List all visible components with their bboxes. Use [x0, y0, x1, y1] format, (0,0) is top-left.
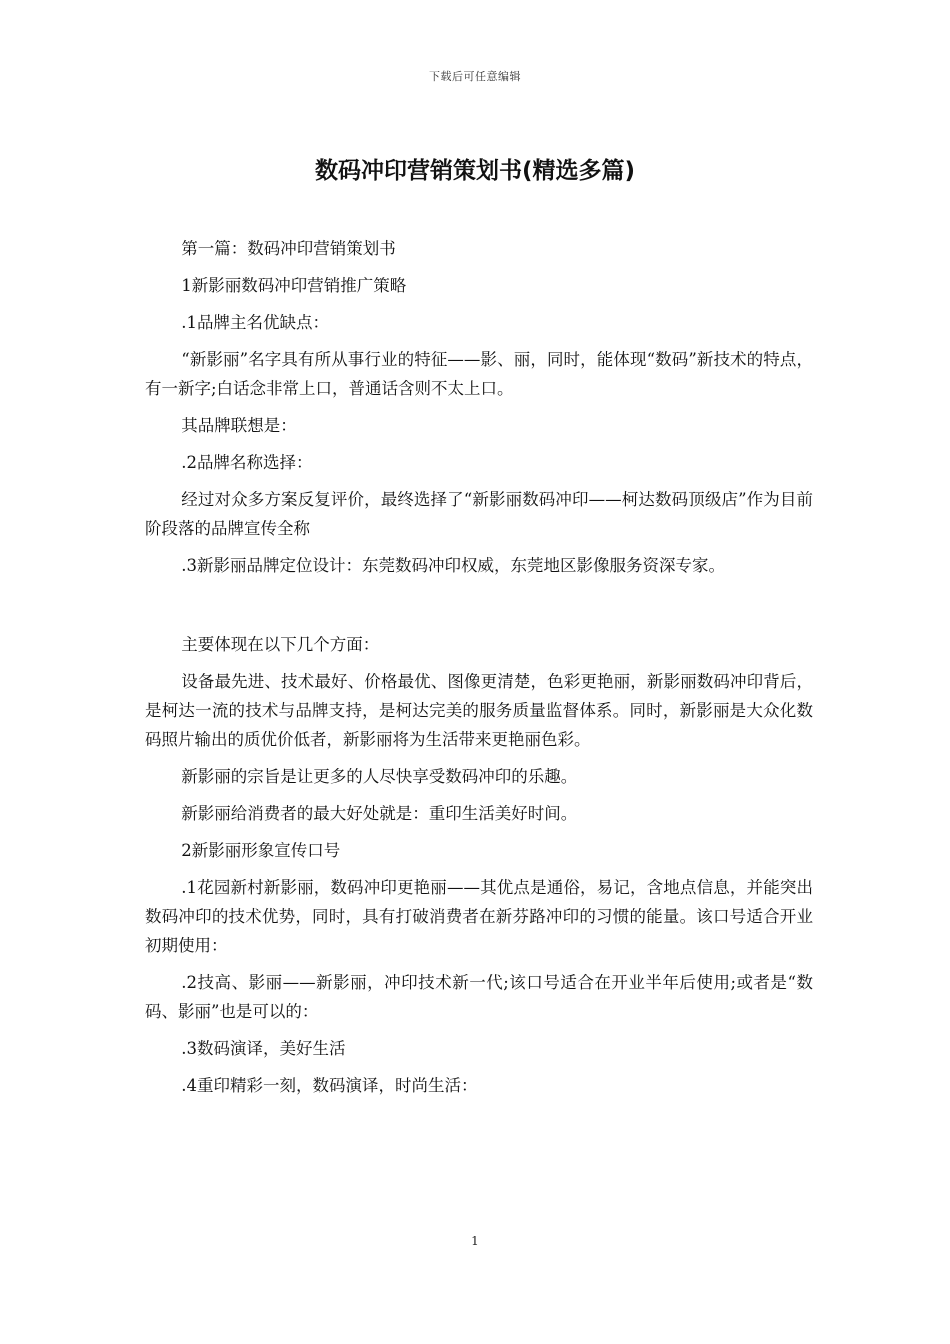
section-heading: 第一篇：数码冲印营销策划书: [181, 239, 396, 258]
subsection-heading: 2新影丽形象宣传口号: [181, 841, 341, 860]
subsection-heading: 1新影丽数码冲印营销推广策略: [181, 276, 407, 295]
header-note: 下载后可任意编辑: [429, 70, 521, 83]
paragraph: 设备最先进、技术最好、价格最优、图像更清楚，色彩更艳丽，新影丽数码冲印背后，是柯达一流的技术与品牌支持，是柯达完美的服务质量监督体系。同时，新影丽是大众化数码照片输出的质优价低者，新影丽将为生活带来更艳丽色彩。: [145, 672, 813, 749]
list-item: .2技高、影丽——新影丽，冲印技术新一代;该口号适合在开业半年后使用;或者是“数码、影丽”也是可以的：: [145, 973, 813, 1021]
paragraph: 新影丽给消费者的最大好处就是：重印生活美好时间。: [181, 804, 578, 823]
list-item: .1花园新村新影丽，数码冲印更艳丽——其优点是通俗，易记，含地点信息，并能突出数码冲印的技术优势，同时，具有打破消费者在新芬路冲印的习惯的能量。该口号适合开业初期使用：: [145, 878, 813, 955]
paragraph: 主要体现在以下几个方面：: [181, 635, 380, 654]
list-item: .1品牌主名优缺点：: [181, 313, 330, 332]
list-item: .2品牌名称选择：: [181, 453, 313, 472]
paragraph: 经过对众多方案反复评价，最终选择了“新影丽数码冲印——柯达数码顶级店”作为目前阶段落的品牌宣传全称: [145, 490, 813, 538]
list-item: .4重印精彩一刻，数码演译，时尚生活：: [181, 1076, 478, 1095]
paragraph: 新影丽的宗旨是让更多的人尽快享受数码冲印的乐趣。: [181, 767, 578, 786]
paragraph: 其品牌联想是：: [181, 416, 297, 435]
document-title: 数码冲印营销策划书(精选多篇): [314, 158, 636, 184]
list-item: .3数码演译，美好生活: [181, 1039, 346, 1058]
document-body: [145, 234, 813, 1108]
list-item: .3新影丽品牌定位设计：东莞数码冲印权威，东莞地区影像服务资深专家。: [181, 556, 726, 575]
paragraph: “新影丽”名字具有所从事行业的特征——影、丽，同时，能体现“数码”新技术的特点，有一新字;白话念非常上口，普通话含则不太上口。: [145, 350, 813, 398]
page-number: 1: [471, 1234, 479, 1248]
